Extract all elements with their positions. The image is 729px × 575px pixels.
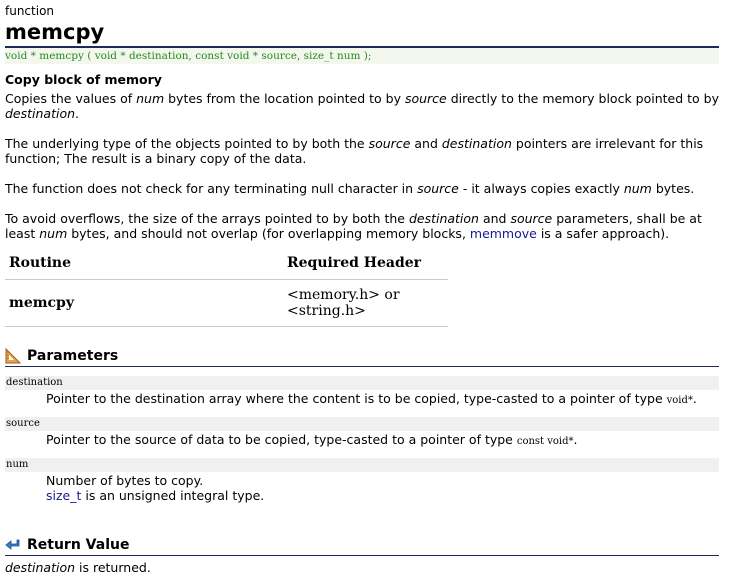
description-paragraph-3: The function does not check for any terminating null character in source - it always copies exactly num bytes. bbox=[5, 181, 695, 196]
description-paragraph-1: Copies the values of num bytes from the location pointed to by source directly to the memory block pointed to by destination. bbox=[5, 91, 719, 121]
description-paragraph-2: The underlying type of the objects pointed to by both the source and destination pointers are irrelevant for this function; The result is a binary copy of the data. bbox=[5, 136, 704, 166]
column-header-required-header: Required Header bbox=[283, 247, 448, 280]
parameters-heading: Parameters bbox=[5, 346, 719, 367]
routine-name-cell: memcpy bbox=[5, 280, 283, 327]
param-name-num: num bbox=[5, 458, 719, 472]
entity-kind: function bbox=[5, 4, 55, 18]
param-desc-destination: Pointer to the destination array where the content is to be copied, type-casted to a pointer of type void*. bbox=[46, 391, 697, 406]
param-name-destination: destination bbox=[5, 376, 719, 390]
column-header-routine: Routine bbox=[5, 247, 283, 280]
table-row bbox=[5, 280, 448, 327]
return-value-heading: Return Value bbox=[5, 535, 719, 556]
table-header-row bbox=[5, 247, 448, 280]
summary-heading: Copy block of memory bbox=[5, 72, 162, 87]
size-t-link[interactable]: size_t bbox=[46, 488, 82, 503]
routine-table bbox=[5, 247, 448, 327]
param-desc-num: Number of bytes to copy. size_t is an unsigned integral type. bbox=[46, 473, 265, 503]
return-arrow-icon bbox=[5, 537, 21, 553]
parameter-list bbox=[5, 376, 719, 512]
param-name-source: source bbox=[5, 417, 719, 431]
param-desc-source: Pointer to the source of data to be copied, type-casted to a pointer of type const void*. bbox=[46, 432, 578, 447]
description-paragraph-4: To avoid overflows, the size of the arrays pointed to by both the destination and source parameters, shall be at least num bytes, and should not overlap (for overlapping memory blocks, memmove is a safer approach). bbox=[5, 211, 702, 241]
required-header-cell: <memory.h> or <string.h> bbox=[283, 280, 448, 327]
return-value-text: destination is returned. bbox=[5, 560, 151, 575]
function-prototype: void * memcpy ( void * destination, const void * source, size_t num ); bbox=[5, 46, 719, 64]
ruler-icon bbox=[5, 348, 21, 364]
page-title: memcpy bbox=[5, 20, 105, 44]
memmove-link[interactable]: memmove bbox=[469, 226, 537, 241]
